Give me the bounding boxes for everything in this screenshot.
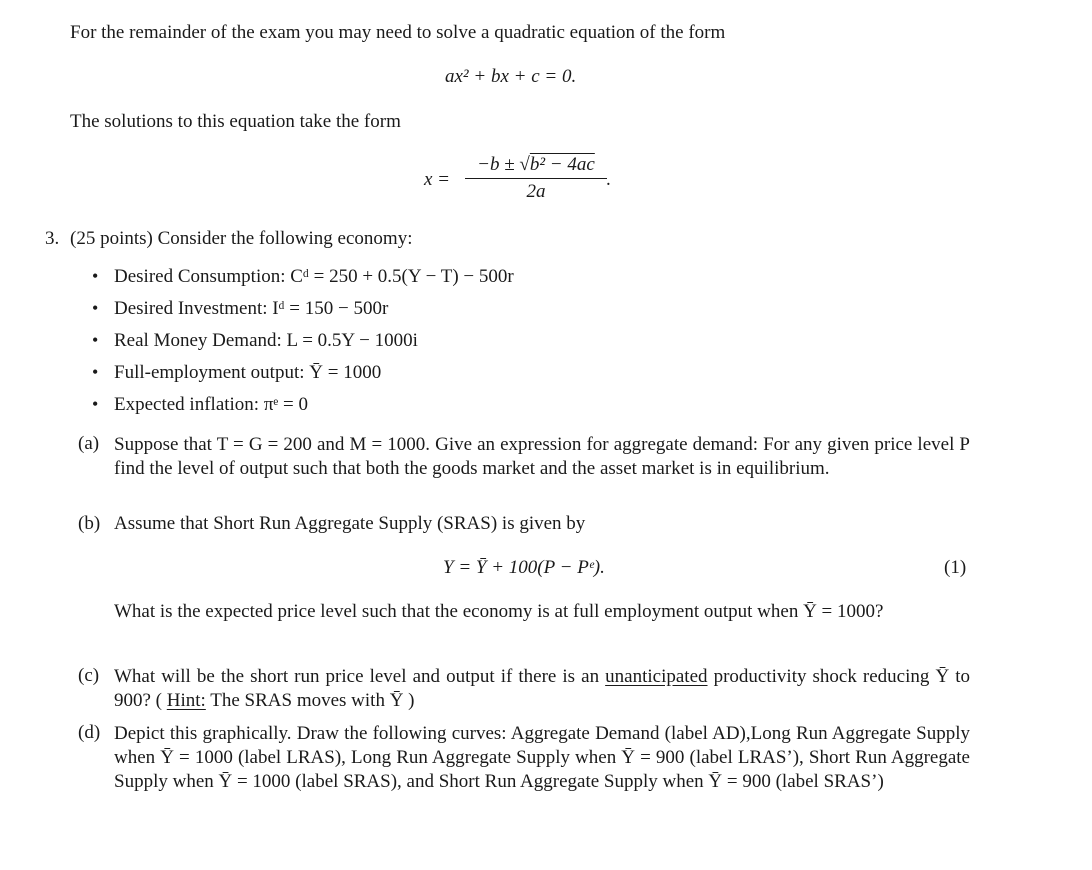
formula-num-prefix: −b ± √ <box>477 154 530 175</box>
part-d-label: (d) <box>78 722 101 743</box>
part-a-label: (a) <box>78 433 100 454</box>
formula-denominator: 2a <box>526 181 546 202</box>
part-b-label: (b) <box>78 513 101 534</box>
intro-line-2: The solutions to this equation take the form <box>70 111 401 132</box>
question-number: 3. <box>45 228 60 249</box>
part-c-underlined: unanticipated <box>605 666 708 687</box>
question-header: (25 points) Consider the following economy: <box>70 228 413 249</box>
part-b-text-2: What is the expected price level such that the economy is at full employment output when Ȳ = 1000? <box>114 601 884 622</box>
bullet-desired-consumption: Desired Consumption: Cᵈ = 250 + 0.5(Y − T) − 500r <box>114 266 514 287</box>
bullet-dot: • <box>92 362 99 382</box>
part-a-text: Suppose that T = G = 200 and M = 1000. Give an expression for aggregate demand: For any given price level P find the level of output such that both the goods market and the asset market is in equilibrium. <box>114 434 970 479</box>
intro-line-1: For the remainder of the exam you may need to solve a quadratic equation of the form <box>70 22 726 43</box>
bullet-dot: • <box>92 266 99 286</box>
quadratic-formula-fraction <box>465 154 607 203</box>
quadratic-equation: ax² + bx + c = 0. <box>445 66 577 87</box>
bullet-dot: • <box>92 298 99 318</box>
part-c-text <box>114 665 970 713</box>
sras-equation: Y = Ȳ + 100(P − Pᵉ). <box>443 557 605 578</box>
part-d-text: Depict this graphically. Draw the following curves: Aggregate Demand (label AD),Long Run Aggregate Supply when Ȳ = 1000 (label LRAS), Long Run Aggregate Supply when Ȳ = 900 (label LRAS’), Short Run Aggregate Supply when Ȳ = 1000 (label SRAS), and Short Run Aggregate Supply when Ȳ = 900 (label SRAS’) <box>114 723 970 792</box>
bullet-dot: • <box>92 394 99 414</box>
part-c-label: (c) <box>78 665 100 686</box>
bullet-expected-inflation: Expected inflation: πᵉ = 0 <box>114 394 309 415</box>
formula-lhs: x = <box>424 169 451 190</box>
bullet-dot: • <box>92 330 99 350</box>
formula-numerator <box>465 154 607 179</box>
hint-text: The SRAS moves with Ȳ ) <box>210 690 415 711</box>
part-c-text-pre: What will be the short run price level and output if there is an <box>114 666 600 687</box>
formula-period: . <box>606 169 611 190</box>
equation-number: (1) <box>944 557 967 578</box>
hint-label: Hint: <box>166 690 206 711</box>
part-b-text: Assume that Short Run Aggregate Supply (SRAS) is given by <box>114 513 586 534</box>
part-c-text-post: productivity shock reducing Ȳ to 900? ( <box>114 666 971 711</box>
formula-radicand: b² − 4ac <box>529 154 595 175</box>
bullet-desired-investment: Desired Investment: Iᵈ = 150 − 500r <box>114 298 389 319</box>
bullet-money-demand: Real Money Demand: L = 0.5Y − 1000i <box>114 330 418 351</box>
bullet-full-employment: Full-employment output: Ȳ = 1000 <box>114 362 382 383</box>
